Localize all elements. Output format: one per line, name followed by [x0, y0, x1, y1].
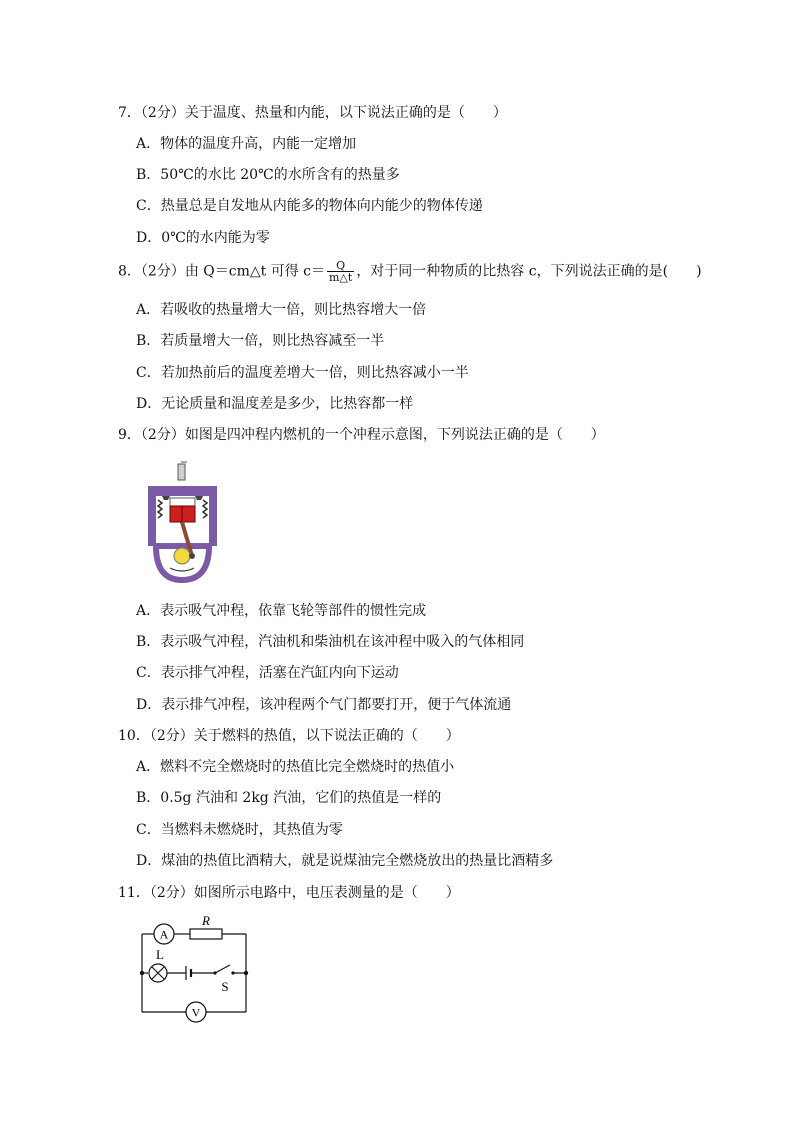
q8-stem — [118, 260, 702, 283]
voltmeter-label: V — [191, 1005, 201, 1020]
resistor-label: R — [202, 913, 210, 928]
q10-stem: 10．（2分）关于燃料的热值，以下说法正确的（ ） — [118, 728, 460, 744]
q7-stem: 7．（2分）关于温度、热量和内能，以下说法正确的是（ ） — [118, 105, 507, 121]
q7-option-b: B．50℃的水比 20℃的水所含有的热量多 — [136, 167, 400, 183]
q8-stem-pre: 8．（2分）由 Q＝cm△t 可得 c＝ — [118, 263, 325, 280]
ammeter-label: A — [159, 927, 169, 942]
q9-option-d: D．表示排气冲程，该冲程两个气门都要打开，便于气体流通 — [136, 697, 512, 713]
switch-label: S — [221, 979, 229, 994]
q7-option-a: A．物体的温度升高，内能一定增加 — [136, 136, 357, 152]
q7-option-c: C．热量总是自发地从内能多的物体向内能少的物体传递 — [136, 198, 483, 214]
q8-fraction — [327, 260, 354, 283]
q8-option-d: D．无论质量和温度差是多少，比热容都一样 — [136, 396, 414, 412]
q10-option-d: D．煤油的热值比酒精大，就是说煤油完全燃烧放出的热量比酒精多 — [136, 853, 554, 869]
engine-diagram-figure — [140, 460, 225, 585]
q8-stem-post: ，对于同一种物质的比热容 c，下列说法正确的是( ) — [356, 263, 702, 280]
q10-option-c: C．当燃料未燃烧时，其热值为零 — [136, 822, 343, 838]
q7-option-d: D．0℃的水内能为零 — [136, 230, 270, 246]
q8-fraction-numerator: Q — [327, 260, 354, 272]
q10-option-b: B．0.5g 汽油和 2kg 汽油，它们的热值是一样的 — [136, 790, 442, 806]
lamp-label: L — [156, 947, 164, 962]
q11-stem: 11．（2分）如图所示电路中，电压表测量的是（ ） — [118, 885, 460, 901]
q8-option-c: C．若加热前后的温度差增大一倍，则比热容减小一半 — [136, 365, 469, 381]
q9-option-c: C．表示排气冲程，活塞在汽缸内向下运动 — [136, 665, 399, 681]
q8-option-b: B．若质量增大一倍，则比热容减至一半 — [136, 333, 385, 349]
q8-option-a: A．若吸收的热量增大一倍，则比热容增大一倍 — [136, 302, 427, 318]
resistor-icon — [190, 929, 222, 939]
q8-fraction-denominator: m△t — [329, 271, 353, 284]
circuit-diagram-figure — [138, 912, 253, 1027]
q9-option-a: A．表示吸气冲程，依靠飞轮等部件的惯性完成 — [136, 603, 427, 619]
q9-stem: 9．（2分）如图是四冲程内燃机的一个冲程示意图，下列说法正确的是（ ） — [118, 427, 605, 443]
q10-option-a: A．燃料不完全燃烧时的热值比完全燃烧时的热值小 — [136, 759, 455, 775]
q9-option-b: B．表示吸气冲程，汽油机和柴油机在该冲程中吸入的气体相同 — [136, 634, 525, 650]
switch-icon — [215, 965, 230, 973]
